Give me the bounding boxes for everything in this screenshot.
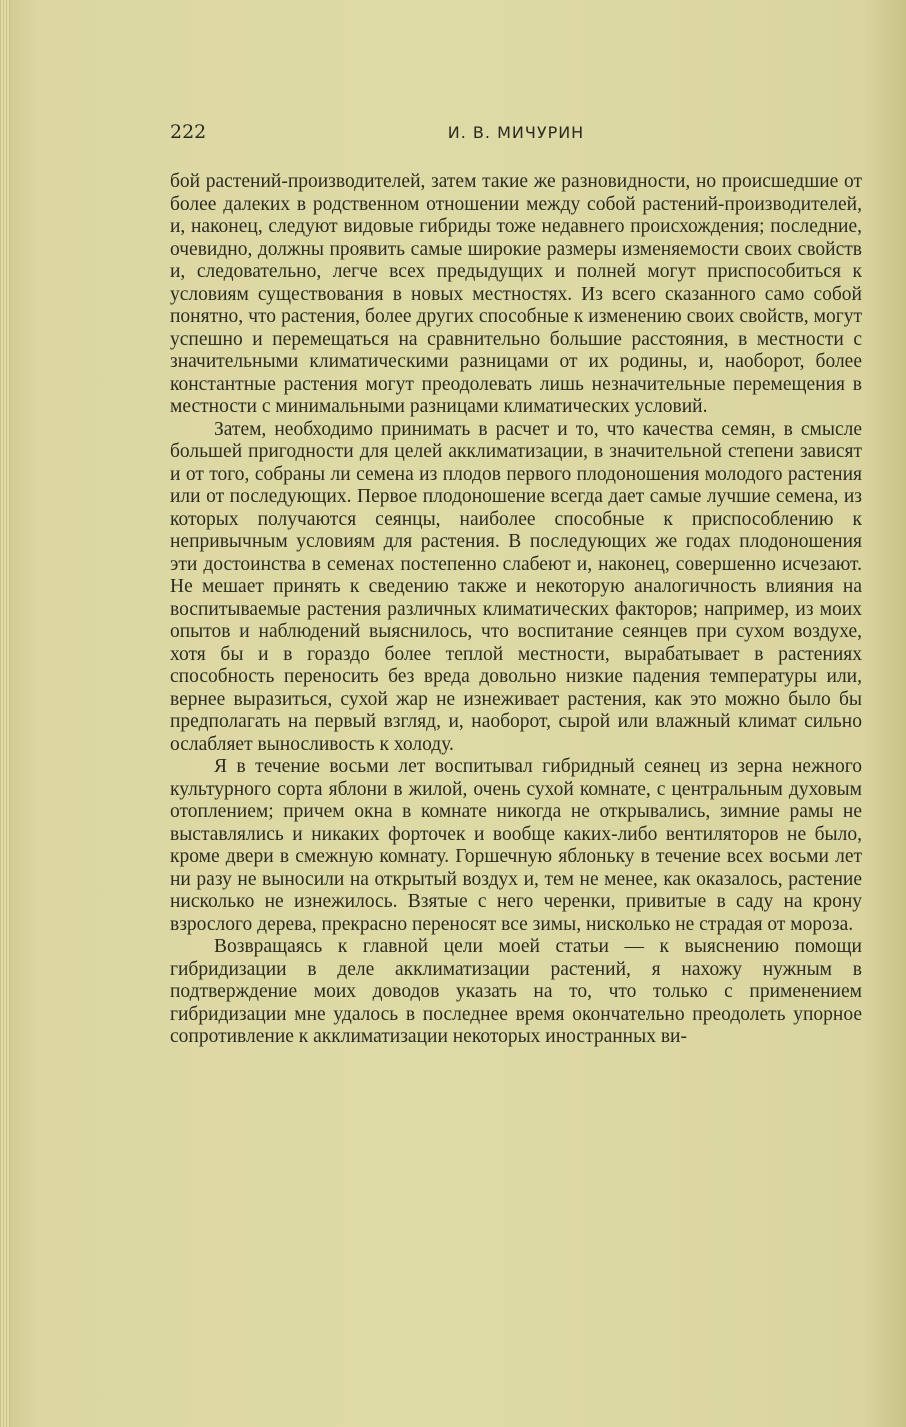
paragraph: Затем, необходимо принимать в расчет и то, что качества семян, в смысле большей пригодности для целей акклиматизации, в значительной степени зависят и от того, собраны ли семена из плодов первого плодоношения молодого растения или от последующих. Первое плодоношение всегда дает самые лучшие семена, из которых получаются сеянцы, наиболее способные к приспособлению к непривычным условиям для растения. В последующих же годах плодоношения эти достоинства в семенах постепенно слабеют и, наконец, совершенно исчезают. Не мешает принять к сведению также и некоторую аналогичность влияния на воспитываемые растения различных климатических факторов; например, из моих опытов и наблюдений выяснилось, что воспитание сеянцев при сухом воздухе, хотя бы и в гораздо более теплой местности, вырабатывает в растениях способность переносить без вреда довольно низкие падения температуры или, вернее выразиться, сухой жар не изнеживает растения, как это можно было бы предполагать на первый взгляд, и, наоборот, сырой или влажный климат сильно ослабляет выносливость к холоду. (170, 418, 862, 755)
paragraph: бой растений-производителей, затем такие же разновидности, но происшедшие от более далеких в родственном отношении между собой растений-производителей, и, наконец, следуют видовые гибриды тоже недавнего происхождения; последние, очевидно, должны проявить самые широкие размеры изменяемости своих свойств и, следовательно, легче всех предыдущих и полней могут приспособиться к условиям существования в новых местностях. Из всего сказанного само собой понятно, что растения, более других способные к изменению своих свойств, могут успешно и перемещаться на сравнительно большие расстояния, в местности с значительными климатическими разницами от их родины, и, наоборот, более константные растения могут преодолевать лишь незначительные перемещения в местности с минимальными разницами климатических условий. (170, 171, 862, 417)
page-stack-edge (0, 0, 10, 1427)
running-title: И. В. МИЧУРИН (447, 123, 585, 142)
paragraph: Возвращаясь к главной цели моей статьи — к выяснению помощи гибридизации в деле акклиматизации растений, я нахожу нужным в подтверждение моих доводов указать на то, что только с применением гибридизации мне удалось в последнее время окончательно преодолеть упорное сопротивление к акклиматизации некоторых иностранных ви- (170, 936, 862, 1047)
page-number: 222 (170, 121, 207, 143)
body-text (170, 171, 862, 1049)
paragraph: Я в течение восьми лет воспитывал гибридный сеянец из зерна нежного культурного сорта яблони в жилой, очень сухой комнате, с центральным духовым отоплением; причем окна в комнате никогда не открывались, зимние рамы не выставлялись и никаких форточек и вообще каких-либо вентиляторов не было, кроме двери в смежную комнату. Горшечную яблоньку в течение всех восьми лет ни разу не выносили на открытый воздух и, тем не менее, как оказалось, растение нисколько не изнежилось. Взятые с него черенки, привитые в саду на крону взрослого дерева, прекрасно переносят все зимы, нисколько не страдая от мороза. (170, 756, 862, 935)
page-header (170, 121, 862, 149)
